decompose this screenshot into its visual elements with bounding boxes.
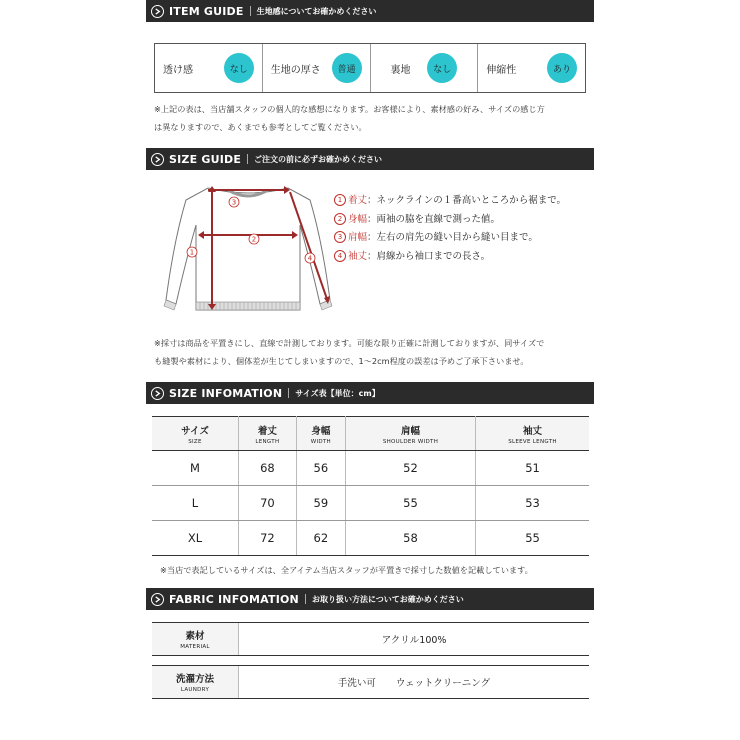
legend-item: 4 袖丈：肩線から袖口までの長さ。	[334, 248, 566, 267]
chevron-right-icon	[151, 387, 164, 400]
note-line: は異なりますので、あくまでも参考としてご覧ください。	[154, 122, 367, 132]
item-guide-note	[154, 100, 594, 136]
item-guide-table	[154, 43, 586, 93]
guide-badge: なし	[427, 53, 457, 83]
table-cell: 62	[296, 521, 345, 556]
material-value: アクリル100%	[381, 635, 447, 646]
section-subtitle: お取り扱い方法についてお確かめください	[311, 594, 464, 604]
section-title: SIZE INFOMATION	[169, 386, 283, 400]
chevron-right-icon	[151, 5, 164, 18]
section-subtitle: ご注文の前に必ずお確かめください	[254, 154, 383, 164]
column-header: 身幅 WIDTH	[296, 417, 345, 451]
note-line: ※採寸は商品を平置きにし、直線で計測しております。可能な限り正確に計測しておりますが、同サイズで	[154, 338, 545, 348]
guide-label: 透け感	[163, 64, 193, 76]
table-cell: XL	[152, 521, 239, 556]
laundry-row	[152, 665, 589, 699]
guide-cell-stretch	[478, 44, 585, 92]
laundry-header: 洗濯方法 LAUNDRY	[152, 666, 239, 698]
table-cell: 68	[239, 451, 297, 486]
column-header: 肩幅 SHOULDER WIDTH	[345, 417, 475, 451]
guide-cell-transparency	[155, 44, 263, 92]
section-subtitle: サイズ表【単位：cm】	[295, 388, 380, 398]
diagram-label-3: 3	[231, 198, 237, 207]
chevron-right-icon	[151, 593, 164, 606]
guide-label: 伸縮性	[486, 64, 517, 76]
table-cell: 59	[296, 486, 345, 521]
sweater-measurement-diagram	[160, 180, 336, 330]
section-title: ITEM GUIDE	[169, 4, 244, 18]
table-row	[152, 521, 589, 556]
table-cell: 56	[296, 451, 345, 486]
guide-badge: 普通	[332, 53, 362, 83]
size-info-header	[146, 382, 594, 404]
note-line: も縫製や素材により、個体差が生じてしまいますので、1〜2cm程度の誤差は予めご了承下さいませ。	[154, 356, 529, 366]
column-header: 袖丈 SLEEVE LENGTH	[476, 417, 589, 451]
size-guide-note	[154, 334, 594, 370]
table-cell: M	[152, 451, 239, 486]
table-cell: 53	[476, 486, 589, 521]
diagram-label-4: 4	[307, 254, 313, 263]
legend-item: 3 肩幅：左右の肩先の縫い目から縫い目まで。	[334, 229, 566, 248]
section-title: SIZE GUIDE	[169, 152, 242, 166]
size-table	[152, 416, 589, 556]
chevron-right-icon	[151, 153, 164, 166]
item-guide-header	[146, 0, 594, 22]
fabric-info-header	[146, 588, 594, 610]
size-guide-header	[146, 148, 594, 170]
laundry-value: 手洗い可 ウェットクリーニング	[337, 678, 491, 689]
diagram-label-2: 2	[251, 235, 257, 244]
guide-badge: なし	[224, 53, 254, 83]
section-title: FABRIC INFOMATION	[169, 592, 299, 606]
table-cell: 72	[239, 521, 297, 556]
guide-label: 裏地	[390, 64, 411, 76]
material-row	[152, 622, 589, 656]
material-header: 素材 MATERIAL	[152, 623, 239, 655]
table-cell: 58	[345, 521, 475, 556]
column-header: サイズ SIZE	[152, 417, 239, 451]
guide-cell-thickness	[263, 44, 371, 92]
table-row	[152, 451, 589, 486]
guide-badge: あり	[547, 53, 577, 83]
size-info-note: ※当店で表記しているサイズは、全アイテム当店スタッフが平置きで採寸した数値を記載しています。	[160, 565, 533, 575]
size-legend	[334, 192, 566, 266]
guide-cell-lining	[371, 44, 479, 92]
table-cell: 55	[345, 486, 475, 521]
section-subtitle: 生地感についてお確かめください	[256, 6, 377, 16]
legend-item: 2 身幅：両袖の脇を直線で測った値。	[334, 211, 566, 230]
table-cell: 51	[476, 451, 589, 486]
table-cell: L	[152, 486, 239, 521]
legend-item: 1 着丈：ネックラインの１番高いところから裾まで。	[334, 192, 566, 211]
note-line: ※上記の表は、当店舗スタッフの個人的な感想になります。お客様により、素材感の好み、サイズの感じ方	[154, 104, 545, 114]
table-cell: 70	[239, 486, 297, 521]
table-header-row	[152, 417, 589, 451]
table-cell: 55	[476, 521, 589, 556]
column-header: 着丈 LENGTH	[239, 417, 297, 451]
table-row	[152, 486, 589, 521]
guide-label: 生地の厚さ	[270, 64, 321, 76]
diagram-label-1: 1	[189, 248, 195, 257]
table-cell: 52	[345, 451, 475, 486]
